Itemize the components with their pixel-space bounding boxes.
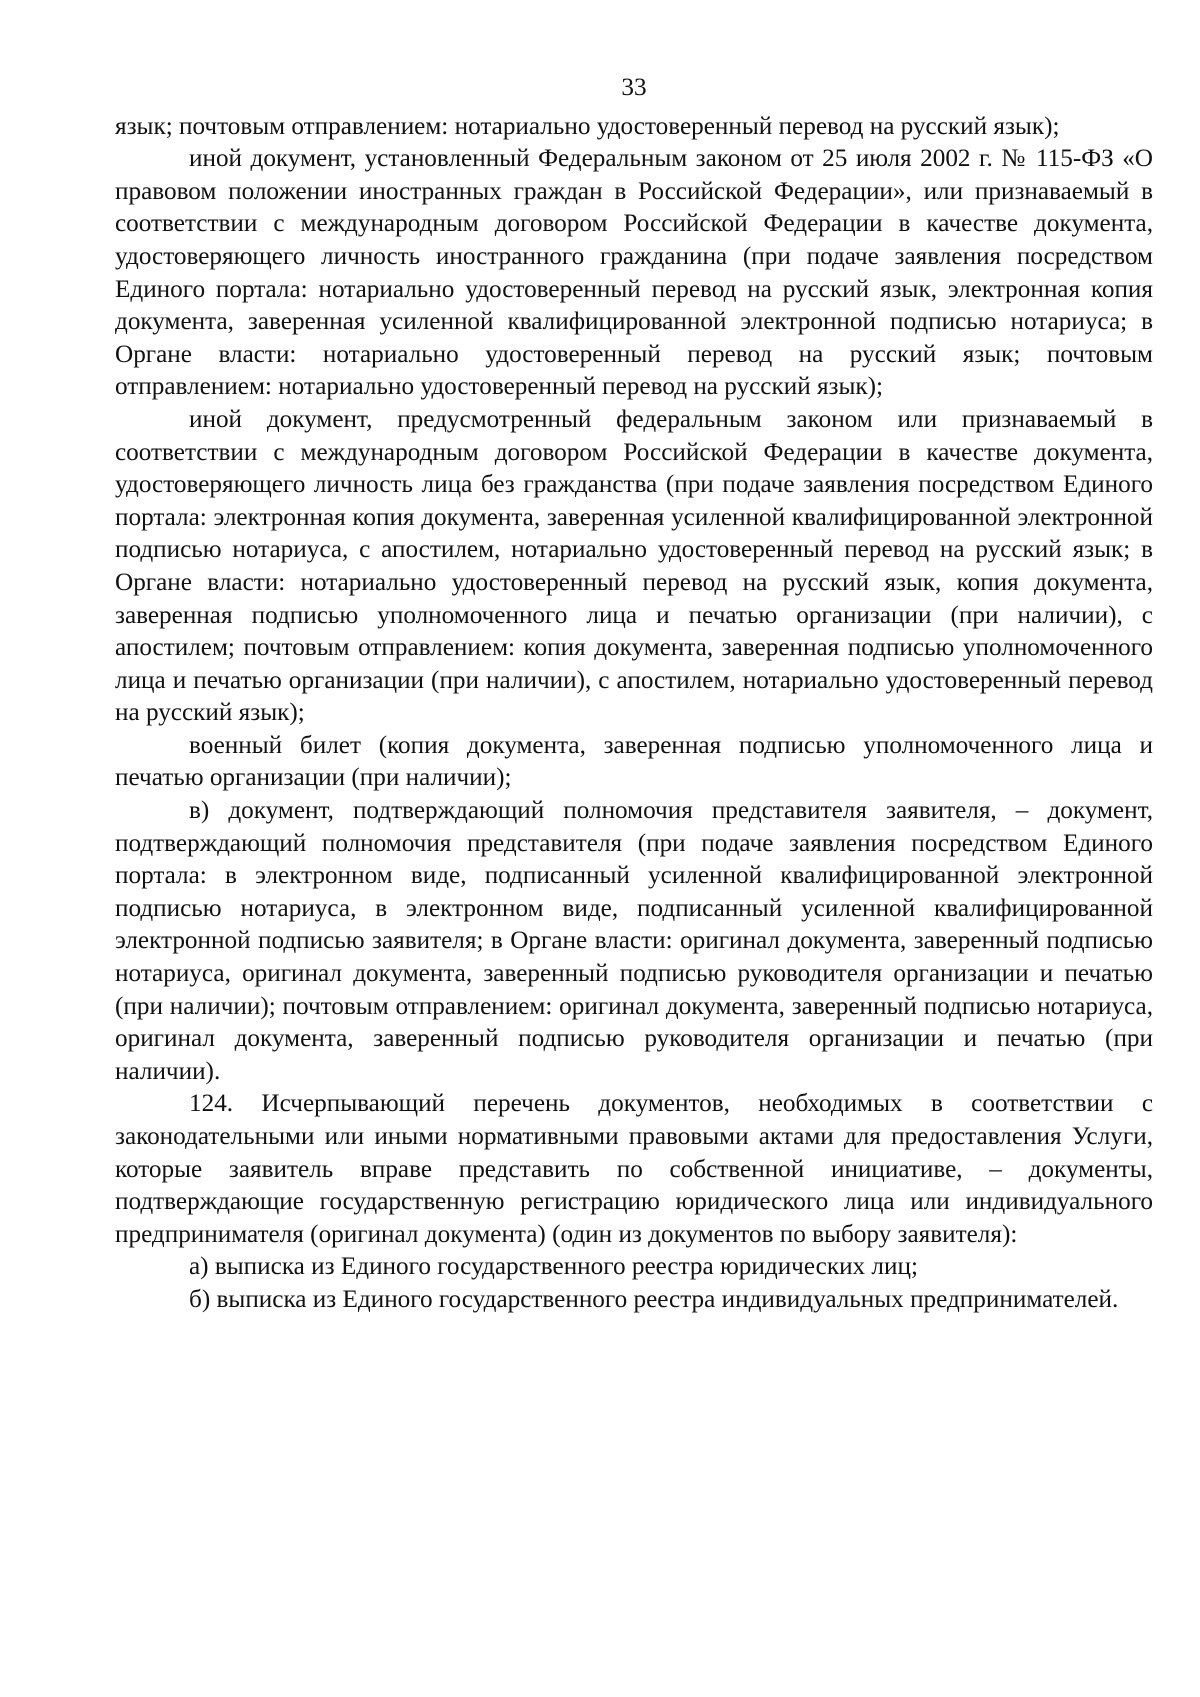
paragraph-representative-authority: в) документ, подтверждающий полномочия представителя заявителя, – документ, подтверждающий полномочия представителя (при подаче заявления посредством Единого портала: в электронном виде, подписанный усиленной квалифицированной электронной подписью нотариуса, в электронном виде, подписанный усиленной квалифицированной электронной подписью заявителя; в Органе власти: оригинал документа, заверенный подписью нотариуса, оригинал документа, заверенный подписью руководителя организации и печатью (при наличии); почтовым отправлением: оригинал документа, заверенный подписью нотариуса, оригинал документа, заверенный подписью руководителя организации и печатью (при наличии).: [115, 797, 1153, 1085]
paragraph-item-124: 124. Исчерпывающий перечень документов, необходимых в соответствии с законодательными или иными нормативными правовыми актами для предоставления Услуги, которые заявитель вправе представить по собственной инициативе, – документы, подтверждающие государственную регистрацию юридического лица или индивидуального предпринимателя (оригинал документа) (один из документов по выбору заявителя):: [115, 1090, 1153, 1248]
paragraph-continuation: язык; почтовым отправлением: нотариально удостоверенный перевод на русский язык);: [115, 112, 1060, 140]
paragraph-military-id: военный билет (копия документа, заверенная подписью уполномоченного лица и печатью организации (при наличии);: [115, 731, 1153, 792]
document-page: [115, 72, 1153, 1317]
paragraph-item-b: б) выписка из Единого государственного реестра индивидуальных предпринимателей.: [189, 1285, 1119, 1313]
paragraph-stateless-person-document: иной документ, предусмотренный федеральным законом или признаваемый в соответствии с международным договором Российской Федерации в качестве документа, удостоверяющего личность лица без гражданства (при подаче заявления посредством Единого портала: электронная копия документа, заверенная усиленной квалифицированной электронной подписью нотариуса, с апостилем, нотариально удостоверенный перевод на русский язык; в Органе власти: нотариально удостоверенный перевод на русский язык, копия документа, заверенная подписью уполномоченного лица и печатью организации (при наличии), с апостилем; почтовым отправлением: копия документа, заверенная подписью уполномоченного лица и печатью организации (при наличии), с апостилем, нотариально удостоверенный перевод на русский язык);: [115, 405, 1153, 727]
page-number: 33: [621, 74, 647, 101]
paragraph-item-a: а) выписка из Единого государственного реестра юридических лиц;: [189, 1253, 918, 1281]
paragraph-foreign-citizen-document: иной документ, установленный Федеральным законом от 25 июля 2002 г. № 115-ФЗ «О правовом положении иностранных граждан в Российской Федерации», или признаваемый в соответствии с международным договором Российской Федерации в качестве документа, удостоверяющего личность иностранного гражданина (при подаче заявления посредством Единого портала: нотариально удостоверенный перевод на русский язык, электронная копия документа, заверенная усиленной квалифицированной электронной подписью нотариуса; в Органе власти: нотариально удостоверенный перевод на русский язык; почтовым отправлением: нотариально удостоверенный перевод на русский язык);: [115, 145, 1153, 401]
